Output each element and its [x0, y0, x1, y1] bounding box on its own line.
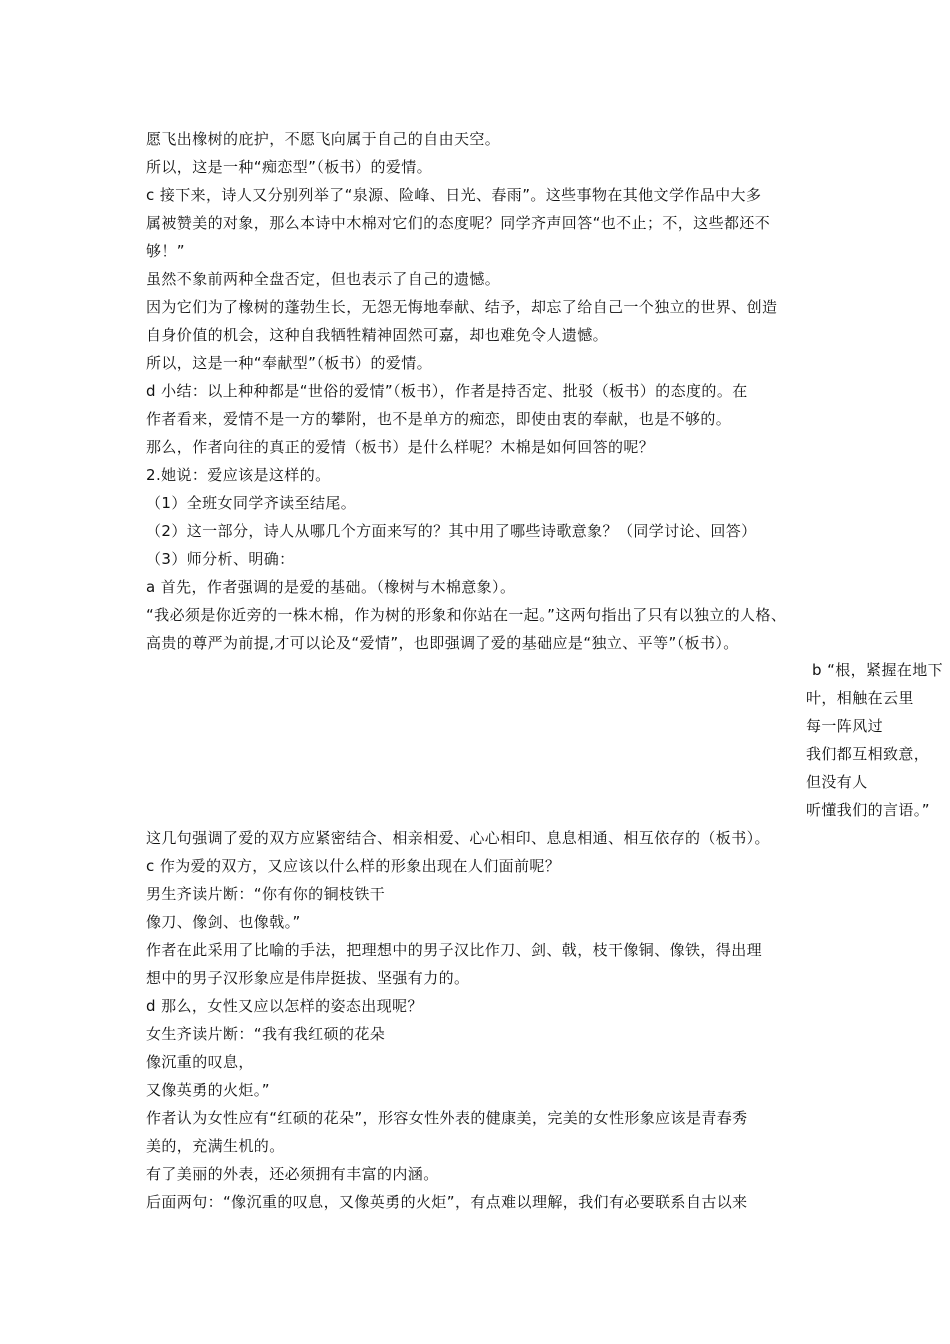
text-line: 2.她说：爱应该是这样的。: [146, 466, 331, 484]
text-line: 像沉重的叹息，: [146, 1053, 254, 1071]
text-line: a 首先，作者强调的是爱的基础。（橡树与木棉意象）。: [146, 578, 516, 596]
text-line: 有了美丽的外表，还必须拥有丰富的内涵。: [146, 1165, 439, 1183]
text-line: 女生齐读片断：“我有我红硕的花朵: [146, 1025, 386, 1043]
text-line: c 作为爱的双方，又应该以什么样的形象出现在人们面前呢？: [146, 857, 561, 875]
text-line: （1）全班女同学齐读至结尾。: [146, 494, 357, 512]
text-line: 美的，充满生机的。: [146, 1137, 285, 1155]
text-line: 那么，作者向往的真正的爱情（板书）是什么样呢？木棉是如何回答的呢？: [146, 438, 655, 456]
text-line: 听懂我们的言语。”: [806, 801, 930, 819]
text-line: 作者看来，爱情不是一方的攀附，也不是单方的痴恋，即使由衷的奉献，也是不够的。: [146, 410, 732, 428]
text-line: 这几句强调了爱的双方应紧密结合、相亲相爱、心心相印、息息相通、相互依存的（板书）。: [146, 829, 770, 847]
text-line: b “根，紧握在地下: [812, 661, 944, 679]
text-line: 叶，相触在云里: [806, 689, 914, 707]
text-line: c 接下来，诗人又分别列举了“泉源、险峰、日光、春雨”。这些事物在其他文学作品中大多: [146, 186, 762, 204]
text-line: 男生齐读片断：“你有你的铜枝铁干: [146, 885, 386, 903]
text-line: （2）这一部分，诗人从哪几个方面来写的？其中用了哪些诗歌意象？（同学讨论、回答）: [146, 522, 757, 540]
text-line: 但没有人: [806, 773, 868, 791]
text-line: 所以，这是一种“奉献型”（板书）的爱情。: [146, 354, 433, 372]
text-line: 作者认为女性应有“红硕的花朵”，形容女性外表的健康美，完美的女性形象应该是青春秀: [146, 1109, 748, 1127]
text-line: d 那么，女性又应以怎样的姿态出现呢？: [146, 997, 423, 1015]
text-line: 够！”: [146, 242, 185, 260]
text-line: 虽然不象前两种全盘否定，但也表示了自己的遗憾。: [146, 270, 501, 288]
text-line: 所以，这是一种“痴恋型”（板书）的爱情。: [146, 158, 433, 176]
text-line: 又像英勇的火炬。”: [146, 1081, 270, 1099]
text-line: 高贵的尊严为前提,才可以论及“爱情”，也即强调了爱的基础应是“独立、平等”（板书）。: [146, 634, 739, 652]
text-line: 我们都互相致意，: [806, 745, 930, 763]
text-line: （3）师分析、明确：: [146, 550, 295, 568]
text-line: 像刀、像剑、也像戟。”: [146, 913, 301, 931]
text-line: 愿飞出橡树的庇护，不愿飞向属于自己的自由天空。: [146, 130, 501, 148]
text-line: 每一阵风过: [806, 717, 884, 735]
text-line: d 小结：以上种种都是“世俗的爱情”（板书），作者是持否定、批驳（板书）的态度的。在: [146, 382, 748, 400]
text-line: 作者在此采用了比喻的手法，把理想中的男子汉比作刀、剑、戟，枝干像铜、像铁，得出理: [146, 941, 763, 959]
text-line: 想中的男子汉形象应是伟岸挺拔、坚强有力的。: [146, 969, 470, 987]
text-line: 因为它们为了橡树的蓬勃生长，无怨无悔地奉献、结予，却忘了给自己一个独立的世界、创造: [146, 298, 778, 316]
text-line: “我必须是你近旁的一株木棉，作为树的形象和你站在一起。”这两句指出了只有以独立的人格、: [146, 606, 787, 624]
text-line: 自身价值的机会，这种自我牺牲精神固然可嘉，却也难免令人遗憾。: [146, 326, 609, 344]
text-line: 属被赞美的对象，那么本诗中木棉对它们的态度呢？同学齐声回答“也不止；不，这些都还不: [146, 214, 771, 232]
text-line: 后面两句：“像沉重的叹息，又像英勇的火炬”，有点难以理解，我们有必要联系自古以来: [146, 1193, 748, 1211]
